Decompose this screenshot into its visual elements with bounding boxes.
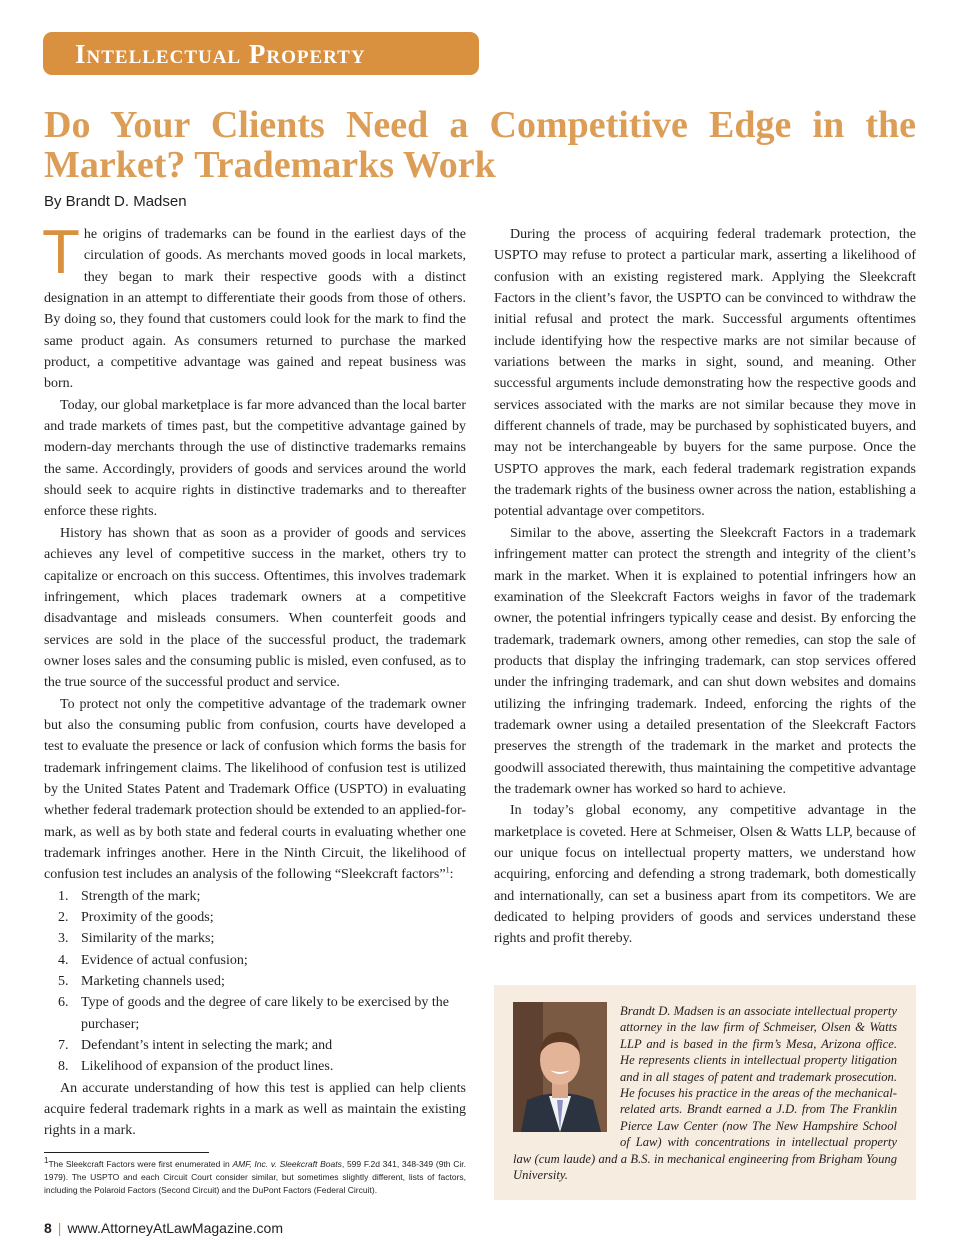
drop-cap: T [42,218,80,287]
list-text: Defendant’s intent in selecting the mark; and [81,1038,333,1054]
article-headline: Do Your Clients Need a Competitive Edge in the Market? Trademarks Work [44,104,916,186]
list-item [44,1056,466,1077]
list-text: Proximity of the goods; [81,910,214,925]
list-number: 5. [58,974,69,990]
paragraph-4-text: To protect not only the competitive advantage of the trademark owner but also the consuming public from confusion, courts have developed a test to evaluate the presence or lack of confusion which forms the basis for trademark infringement claims. The likelihood of confusion test is utilized by the United States Patent and Trademark Office (USPTO) in evaluating whether federal trademark protection should be extended to an applied-for-mark, as well as by both state and federal courts in evaluating whether one trademark infringes another. Here in the Ninth Circuit, the likelihood of confusion test includes an analysis of the following “Sleekcraft factors” [44,696,466,883]
page-number: 8 [44,1220,52,1236]
list-number: 3. [58,931,69,947]
author-bio-box [494,985,916,1200]
left-column [42,218,466,1142]
list-number: 4. [58,952,69,968]
paragraph-1-text: he origins of trademarks can be found in the earliest days of the circulation of goods. As merchants moved goods in local markets, they began to mark their respective goods with a distinct designation in an attempt to differentiate their goods from those of others. By doing so, they found that customers could look for the mark to find the same product again. As consumers returned to purchase the marked product, a competitive advantage was gained and repeat business was born. [44,227,466,392]
footnote-mark: 1 [44,1156,49,1166]
website-url: www.AttorneyAtLawMagazine.com [67,1220,283,1236]
bio-photo-spacer [513,1003,620,1136]
sleekcraft-factors-list [44,886,466,1078]
author-bio-text [513,1003,897,1183]
paragraph-3: History has shown that as soon as a provider of goods and services achieves any level of competitive success in the market, others try to capitalize or encroach on this success. Oftentimes, this involves trademark infringement, which places trademark owners at a competitive disadvantage and misleads consumers. When counterfeit goods and services are sold in the place of the successful product, the trademark owner loses sales and the consuming public is misled, even confused, as to the true source of the successful product and service. [44,525,466,691]
list-number: 6. [58,995,69,1011]
list-item [44,907,466,928]
section-label: Intellectual Property [75,39,366,69]
list-text: Marketing channels used; [81,974,225,990]
footnote-text-a: The Sleekcraft Factors were first enumerated in [48,1159,233,1169]
list-number: 7. [58,1038,69,1054]
list-number: 1. [58,888,69,904]
paragraph-4 [44,694,466,886]
section-banner [43,32,479,75]
footnote-case-name: AMF, Inc. v. Sleekcraft Boats [232,1159,342,1169]
byline: By Brandt D. Madsen [44,193,187,210]
list-text: Type of goods and the degree of care likely to be exercised by the purchaser; [81,995,449,1032]
paragraph-2: Today, our global marketplace is far more advanced than the local barter and trade markets of times past, but the competitive advantage gained by modern-day merchants through the use of distinctive trademarks remains the same. Accordingly, providers of goods and services around the world should seek to acquire rights in distinctive trademarks and to thereafter enforce these rights. [44,397,466,520]
right-column [494,224,916,950]
paragraph-1 [42,218,466,395]
footnote-rule [44,1152,209,1153]
list-item [44,928,466,949]
list-item [44,971,466,992]
paragraph-5: An accurate understanding of how this test is applied can help clients acquire federal trademark rights in a mark as well as maintain the existing rights in a mark. [44,1080,466,1139]
paragraph-7: Similar to the above, asserting the Sleekcraft Factors in a trademark infringement matter can protect the strength and integrity of the client’s mark in the market. When it is explained to potential infringers how an examination of the Sleekcraft Factors weighs in favor of the trademark owner, the potential infringers typically cease and desist. By enforcing the trademark, trademark owners, among other remedies, can stop the sale of products that display the infringing trademark, can stop services offered under the infringing trademark, and can shut down websites and domains utilizing the infringing trademark. Indeed, enforcing the rights of the trademark owner using a detailed presentation of the Sleekcraft Factors preserves the strength of the trademark in the market and protects the goodwill associated therewith, thus maintaining the competitive advantage the trademark owner has worked so hard to achieve. [494,525,916,797]
list-text: Similarity of the marks; [81,931,215,947]
footnote [44,1158,466,1197]
page-footer [44,1220,283,1236]
paragraph-4-end: : [449,867,454,883]
list-item [44,886,466,907]
list-number: 8. [58,1059,69,1075]
list-text: Likelihood of expansion of the product lines. [81,1059,334,1075]
list-text: Strength of the mark; [81,888,201,904]
footnote-reference: 1 [445,865,450,875]
list-item [44,1035,466,1056]
paragraph-8: In today’s global economy, any competitive advantage in the marketplace is coveted. Here at Schmeiser, Olsen & Watts LLP, because of our unique focus on intellectual property matters, we understand how acquiring, enforcing and defending a strong trademark, both domestically and internationally, can set a business apart from its competitors. We are dedicated to helping providers of goods and services understand these rights and profit thereby. [494,803,916,947]
footnote-text-b: , 599 F.2d 341, 348-349 (9th Cir. 1979). The USPTO and each Circuit Court consider similar, but sometimes slightly different, lists of factors, including the Polaroid Factors (Second Circuit) and the DuPont Factors (Federal Circuit). [44,1159,466,1195]
list-item [44,950,466,971]
paragraph-6: During the process of acquiring federal trademark protection, the USPTO may refuse to protect a particular mark, asserting a likelihood of confusion with an existing registered mark. Applying the Sleekcraft Factors in the client’s favor, the USPTO can be convinced to withdraw the initial refusal and protect the mark. Successful arguments oftentimes include identifying how the respective marks are not similar because of variations between the marks in sight, sound, and meaning. Other successful arguments include demonstrating how the respective goods and services associated with the marks are not similar because they move in different channels of trade, may be purchased by sophisticated buyers, and may not be interchangeable by buyers for the same purpose. Once the USPTO approves the mark, each federal trademark registration expands the trademark rights of the business owner across the nation, establishing a potential advantage over competitors. [494,227,916,520]
list-text: Evidence of actual confusion; [81,952,248,968]
footer-separator: | [57,1220,62,1236]
list-item [44,992,466,1035]
author-bio-content: Brandt D. Madsen is an associate intellectual property attorney in the law firm of Schmeiser, Olsen & Watts LLP and is based in the firm’s Mesa, Arizona office. He represents clients in intellectual property litigation and in all stages of patent and trademark prosecution. He focuses his practice in the areas of the mechanical-related arts. Brandt earned a J.D. from The Franklin Pierce Law Center (now The New Hampshire School of Law) with concentrations in intellectual property law (cum laude) and a B.S. in mechanical engineering from Brigham Young University. [513,1004,897,1183]
list-number: 2. [58,910,69,925]
